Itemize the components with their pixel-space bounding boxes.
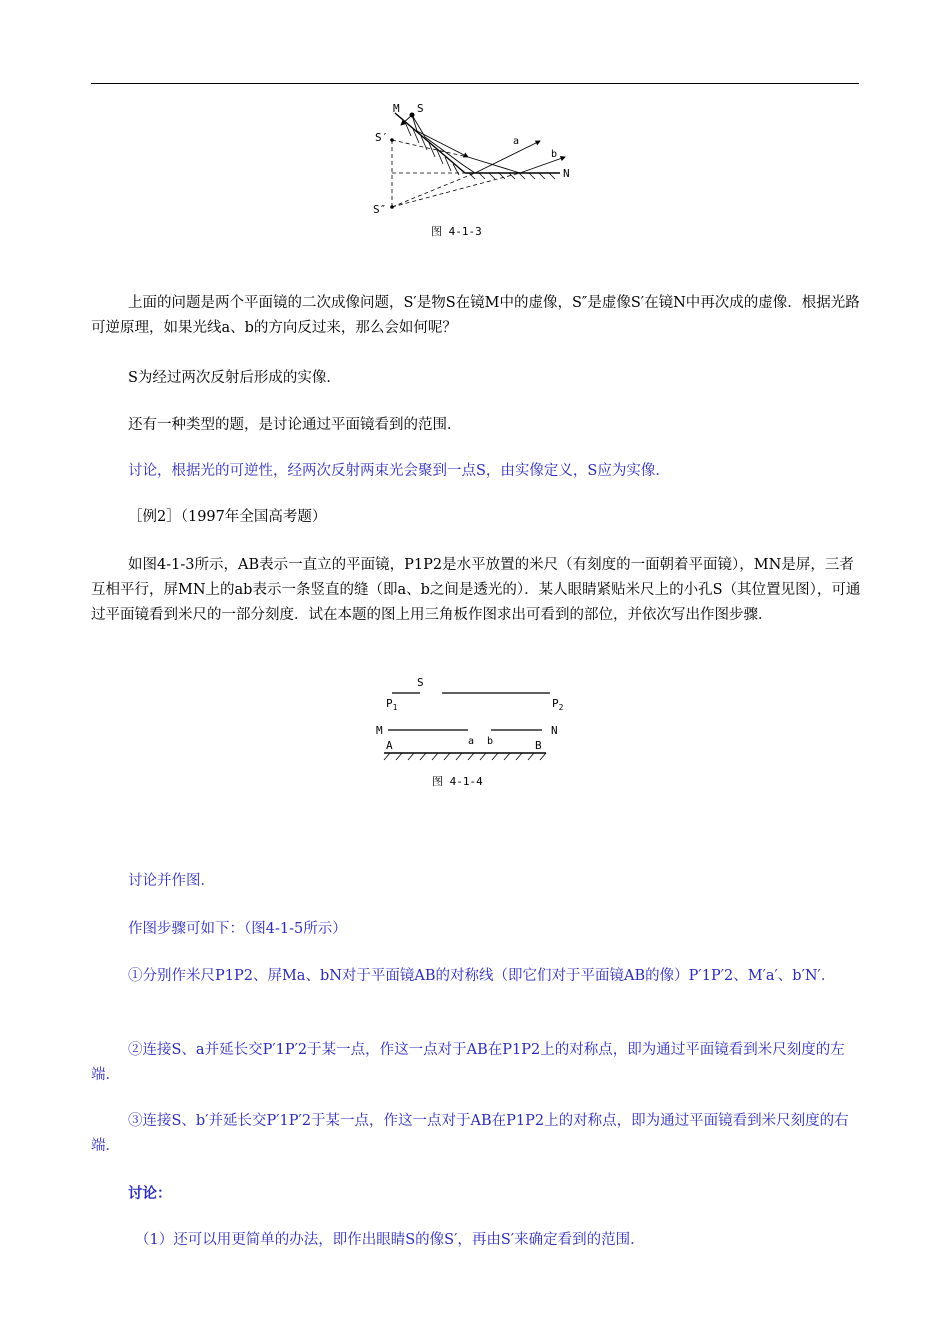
figure-4-1-3 <box>365 95 585 245</box>
example-2-heading: ［例2］（1997年全国高考题） <box>128 509 327 525</box>
header-rule <box>91 83 859 84</box>
paragraph-secondary-imaging: 上面的问题是两个平面镜的二次成像问题，S′是物S在镜M中的虚像，S″是虚像S′在镜N中再次成的虚像．根据光路可逆原理，如果光线a、b的方向反过来，那么会如何呢？ <box>91 295 860 336</box>
label-S-prime: S′ <box>375 131 389 144</box>
step-1: ①分别作米尺P1P2、屏Ma、bN对于平面镜AB的对称线（即它们对于平面镜AB的像）P′1P′2、M′a′、b′N′． <box>128 968 836 984</box>
label-N: N <box>563 167 570 180</box>
discussion-heading: 讨论： <box>128 1185 172 1202</box>
label-b: b <box>487 736 494 747</box>
figure-4-1-4 <box>370 672 570 797</box>
paragraph-drawing-steps: 作图步骤可如下：（图4-1-5所示） <box>128 921 347 937</box>
label-b: b <box>551 149 558 160</box>
label-S: S <box>417 102 424 115</box>
paragraph-real-image: S为经过两次反射后形成的实像． <box>128 370 341 386</box>
paragraph-viewing-range-type: 还有一种类型的题，是讨论通过平面镜看到的范围． <box>128 417 462 433</box>
figure-caption-4-1-3: 图 4-1-3 <box>431 225 482 238</box>
step-2: ②连接S、a并延长交P′1P′2于某一点，作这一点对于AB在P1P2上的对称点，即为通过平面镜看到米尺刻度的左端． <box>91 1042 845 1083</box>
step-3: ③连接S、b′并延长交P′1P′2于某一点，作这一点对于AB在P1P2上的对称点，即为通过平面镜看到米尺刻度的右端． <box>91 1113 849 1154</box>
label-a: a <box>468 736 475 747</box>
label-P2: $P_2$ <box>552 697 564 712</box>
example-2-problem: 如图4-1-3所示，AB表示一直立的平面镜，P1P2是水平放置的米尺（有刻度的一面朝着平面镜），MN是屏，三者互相平行，屏MN上的ab表示一条竖直的缝（即a、b之间是透光的）．某人眼睛紧贴米尺上的小孔S（其位置见图），可通过平面镜看到米尺的一部分刻度．试在本题的图上用三角板作图求出可看到的部位，并依次写出作图步骤． <box>91 557 861 623</box>
label-S: S <box>417 676 424 689</box>
label-P1: $P_1$ <box>386 697 398 712</box>
paragraph-discuss-and-draw: 讨论并作图． <box>128 873 215 889</box>
label-B: B <box>535 739 542 752</box>
figure-caption-4-1-4: 图 4-1-4 <box>432 775 483 788</box>
paragraph-discussion-reversibility: 讨论，根据光的可逆性，经两次反射两束光会聚到一点S，由实像定义，S应为实像． <box>128 463 670 479</box>
discussion-point-1: （1）还可以用更简单的办法，即作出眼睛S的像S′，再由S′来确定看到的范围． <box>135 1232 645 1248</box>
label-A: A <box>386 739 393 752</box>
label-N: N <box>551 724 558 737</box>
label-a: a <box>513 136 520 147</box>
label-M: M <box>393 102 400 115</box>
label-S-double-prime: S″ <box>373 203 387 216</box>
label-M: M <box>376 724 383 737</box>
